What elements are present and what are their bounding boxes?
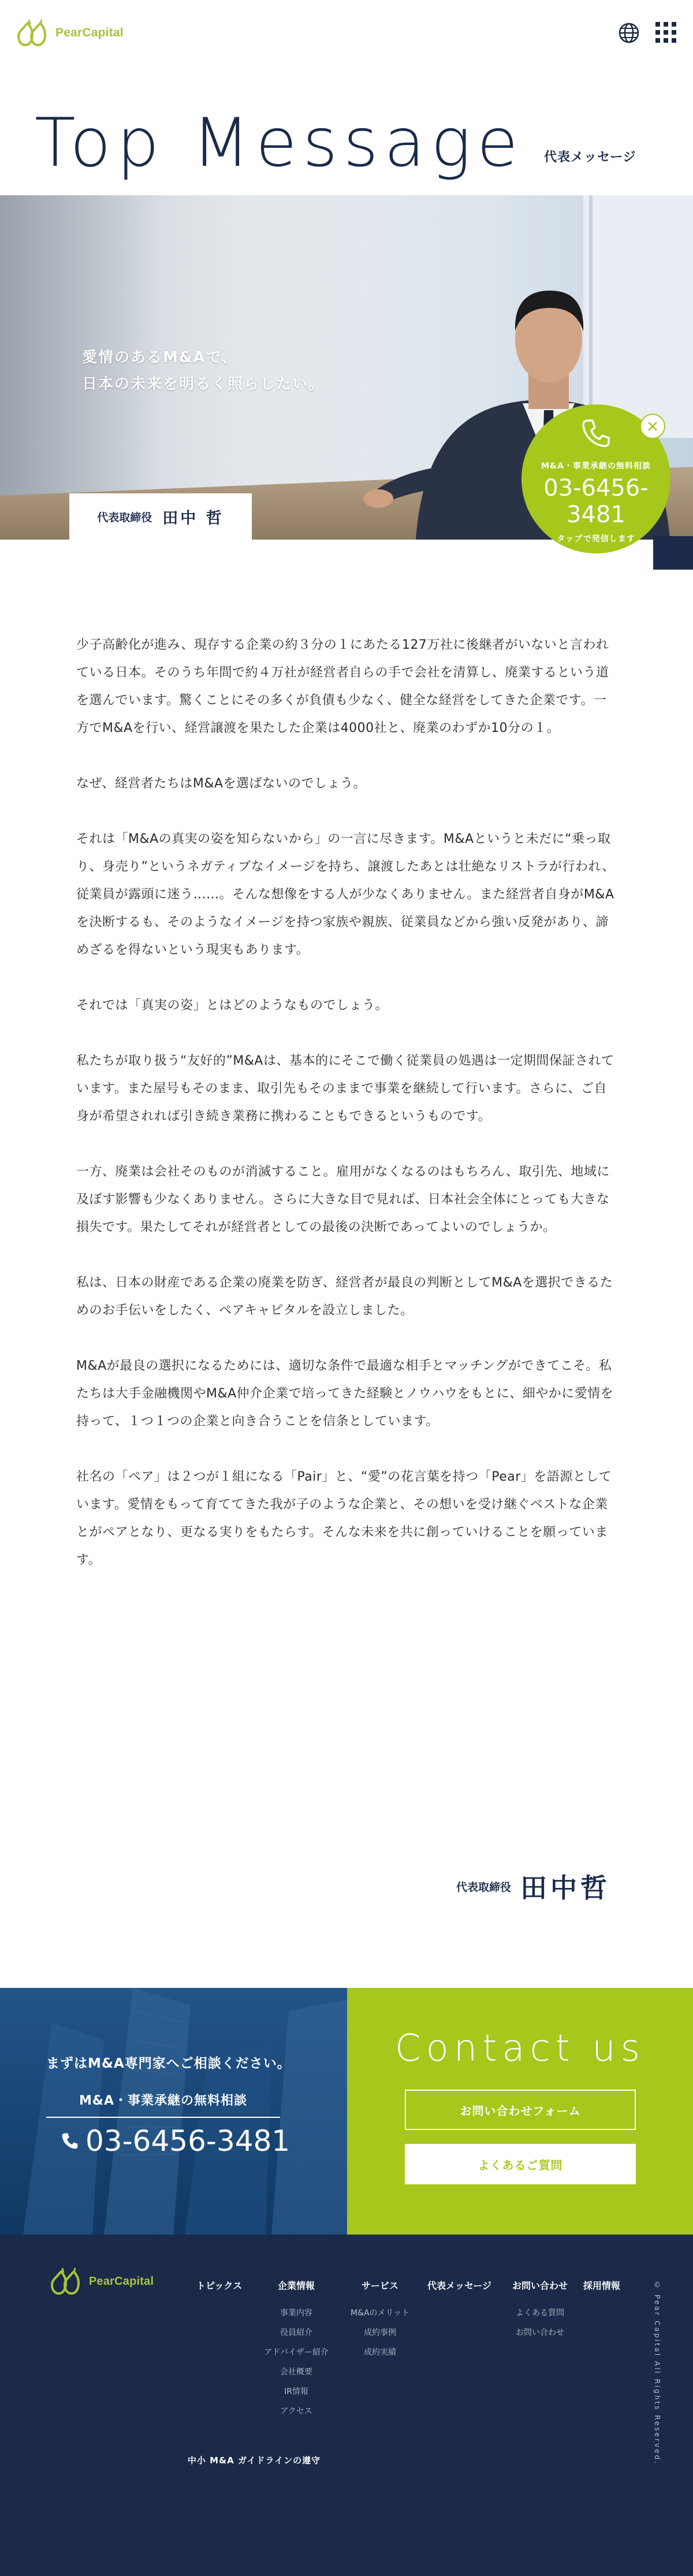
- page-title-section: [0, 98, 693, 185]
- message-paragraph: 社名の「ペア」は２つが１組になる「Pair」と、“愛”の花言葉を持つ「Pear」を語源としています。愛情をもって育ててきた我が子のような企業と、その想いを受け継ぐベストな企業とがペアとなり、更なる実りをもたらす。そんな未来を共に創っていけることを願っています。: [76, 1470, 612, 1567]
- footer-sub-link[interactable]: よくある質問: [516, 2309, 564, 2318]
- message-paragraph: それでは「真実の姿」とはどのようなものでしょう。: [76, 998, 389, 1013]
- close-badge-button[interactable]: [640, 414, 665, 439]
- footer-nav-service: [345, 2278, 415, 2362]
- footer-sub-link[interactable]: 事業内容: [280, 2309, 312, 2318]
- footer-sub-link[interactable]: 会社概要: [280, 2367, 312, 2377]
- message-paragraph: なぜ、経営者たちはM&Aを選ばないのでしょう。: [76, 776, 367, 791]
- message-paragraph: それは「M&Aの真実の姿を知らないから」の一言に尽きます。M&Aというと未だに“乗っ取り、身売り”というネガティブなイメージを持ち、譲渡したあとは壮絶なリストラが行われ、従業員が露頭に迷う……。そんな想像をする人が少なくありません。また経営者自身がM&Aを決断するも、そのようなイメージを持つ家族や親族、従業員などから強い反発があり、諦めざるを得ないという現実もあります。: [76, 832, 615, 957]
- copyright: © Pear Capital All Rights Reserved.: [653, 2281, 661, 2466]
- badge-label: M&A・事業承継の無料相談: [541, 462, 651, 471]
- faq-button[interactable]: よくあるご質問: [405, 2144, 636, 2184]
- contact-form-panel: [347, 1988, 693, 2235]
- footer-brand-logo[interactable]: [51, 2267, 154, 2296]
- message-paragraph: 少子高齢化が進み、現存する企業の約３分の１にあたる127万社に後継者がいないと言われている日本。そのうち年間で約４万社が経営者自らの手で会社を清算し、廃業するという道を選んでいます。驚くことにその多くが負債も少なく、健全な経営をしてきた企業です。一方でM&Aを行い、経営譲渡を果たした企業は4000社と、廃業のわずか10分の１。: [76, 638, 609, 735]
- footer-sub-link[interactable]: 成約事例: [364, 2328, 396, 2337]
- hero-tagline-line: 日本の未来を明るく照らしたい。: [82, 376, 325, 393]
- site-header: [0, 0, 693, 69]
- message-paragraph: 一方、廃業は会社そのものが消滅すること。雇用がなくなるのはもちろん、取引先、地域に及ぼす影響も少なくありません。さらに大きな目で見れば、日本社会全体にとっても大きな損失です。果たしてそれが経営者としての最後の決断であってよいのでしょうか。: [76, 1165, 610, 1235]
- footer-nav-topics: [196, 2278, 242, 2303]
- footer-nav-contact: [508, 2278, 572, 2343]
- brand-logo[interactable]: [17, 18, 124, 47]
- pear-logo-icon: [51, 2267, 84, 2296]
- ceo-role: 代表取締役: [97, 511, 152, 524]
- phone-consultation-panel: [0, 1988, 347, 2235]
- ceo-name: 田中 哲: [162, 509, 224, 527]
- site-footer: [0, 2235, 693, 2576]
- contact-phone-link[interactable]: [60, 2124, 290, 2158]
- footer-nav-recruit: [583, 2278, 620, 2303]
- close-icon: [647, 421, 658, 432]
- footer-sub-link[interactable]: M&Aのメリット: [350, 2309, 409, 2318]
- footer-nav-message: [427, 2278, 491, 2303]
- pear-logo-icon: [17, 18, 51, 47]
- guideline-link[interactable]: 中小 M&A ガイドラインの遵守: [187, 2455, 321, 2466]
- footer-nav-link[interactable]: 企業情報: [277, 2280, 315, 2291]
- footer-brand-name: PearCapital: [89, 2274, 154, 2288]
- footer-sub-link[interactable]: お問い合わせ: [516, 2328, 564, 2337]
- footer-nav-link[interactable]: お問い合わせ: [512, 2280, 568, 2291]
- badge-phone-line: 3481: [567, 501, 625, 528]
- contact-section: [0, 1988, 693, 2235]
- hero-tagline-line: 愛情のあるM&Aで、: [82, 349, 239, 366]
- contact-phone-number: 03-6456-3481: [85, 2124, 290, 2158]
- contact-title: Contact us: [394, 2027, 646, 2070]
- footer-nav-company: [259, 2278, 334, 2421]
- hero-tagline: [82, 344, 325, 397]
- page-title: Top Message: [35, 104, 524, 182]
- footer-nav-link[interactable]: 代表メッセージ: [427, 2280, 492, 2291]
- message-paragraph: 私たちが取り扱う“友好的”M&Aは、基本的にそこで働く従業員の処遇は一定期間保証されています。また屋号もそのまま、取引先もそのままで事業を継続して行います。さらに、ご自身が希望されれば引き続き業務に携わることもできるというものです。: [76, 1054, 614, 1124]
- contact-subtitle: M&A・事業承継の無料相談: [46, 2091, 280, 2118]
- footer-sub-link[interactable]: 成約実績: [364, 2348, 396, 2357]
- ceo-signature: [456, 1867, 610, 1905]
- badge-tap-hint: タップで発信します: [557, 534, 635, 544]
- contact-lead: まずはM&A専門家へご相談ください。: [46, 2056, 291, 2071]
- brand-name: PearCapital: [55, 26, 124, 39]
- phone-icon: [60, 2131, 80, 2151]
- contact-form-button[interactable]: お問い合わせフォーム: [405, 2090, 636, 2130]
- ceo-name-plate: [69, 493, 252, 540]
- footer-nav-link[interactable]: 採用情報: [583, 2280, 621, 2291]
- message-paragraph: M&Aが最良の選択になるためには、適切な条件で最適な相手とマッチングができてこそ。私たちは大手金融機関やM&A仲介企業で培ってきた経験とノウハウをもとに、細やかに愛情を持って、１つ１つの企業と向き合うことを信条としています。: [76, 1359, 614, 1429]
- signature-role: 代表取締役: [456, 1880, 512, 1894]
- footer-sub-link[interactable]: IR情報: [284, 2387, 308, 2396]
- badge-phone-line: 03-6456-: [543, 475, 649, 501]
- footer-sub-link[interactable]: アドバイザー紹介: [264, 2348, 329, 2357]
- footer-sub-link[interactable]: 役員紹介: [280, 2328, 312, 2337]
- footer-nav-link[interactable]: トピックス: [196, 2280, 243, 2291]
- phone-icon: [580, 417, 612, 449]
- grid-menu-icon[interactable]: [655, 22, 676, 43]
- ceo-message-body: [76, 631, 619, 1602]
- footer-sub-link[interactable]: アクセス: [280, 2407, 312, 2416]
- page-subtitle: 代表メッセージ: [544, 150, 636, 165]
- message-paragraph: 私は、日本の財産である企業の廃業を防ぎ、経営者が最良の判断としてM&Aを選択できるためのお手伝いをしたく、ペアキャピタルを設立しました。: [76, 1276, 613, 1318]
- signature-name: 田中哲: [520, 1872, 611, 1904]
- globe-icon[interactable]: [618, 22, 640, 44]
- badge-phone-number: [521, 475, 670, 528]
- footer-nav-link[interactable]: サービス: [361, 2280, 398, 2291]
